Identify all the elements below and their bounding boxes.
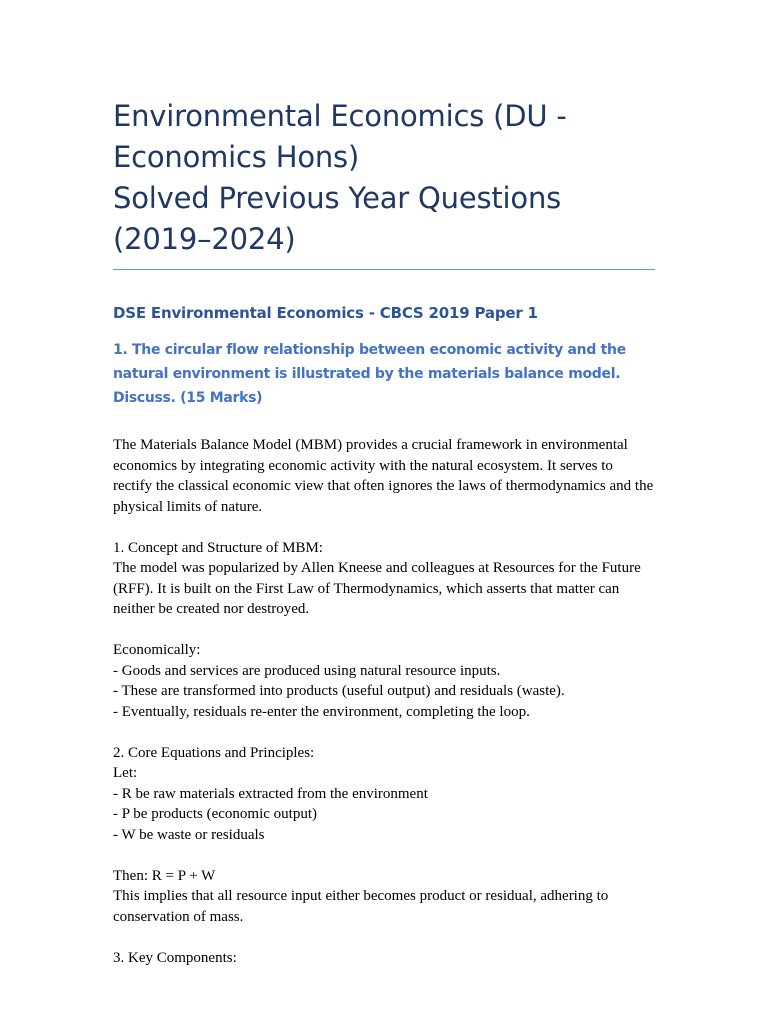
- list-item: - P be products (economic output): [113, 806, 317, 822]
- answer-body: [113, 435, 655, 968]
- list-item: - Eventually, residuals re-enter the environment, completing the loop.: [113, 703, 530, 720]
- list-item: - W be waste or residuals: [113, 826, 265, 843]
- title-line-2: Solved Previous Year Questions (2019–2024): [113, 181, 562, 256]
- section-1-text: The model was popularized by Allen Kneese and colleagues at Resources for the Future (RFF). It is built on the First Law of Thermodynamics, which asserts that matter can neither be created nor destroyed.: [113, 560, 641, 617]
- section-3-heading: 3. Key Components:: [113, 949, 237, 966]
- equation-note: This implies that all resource input either becomes product or residual, adhering to conservation of mass.: [113, 888, 609, 925]
- title-line-1: Environmental Economics (DU - Economics Hons): [113, 99, 567, 174]
- equation: Then: R = P + W: [113, 867, 216, 884]
- list-item: - R be raw materials extracted from the environment: [113, 785, 428, 802]
- section-2-heading: 2. Core Equations and Principles:: [113, 744, 315, 761]
- document-page: [113, 96, 655, 968]
- question-heading: 1. The circular flow relationship between economic activity and the natural environment is illustrated by the materials balance model. Discuss. (15 Marks): [113, 342, 626, 406]
- document-title: [113, 96, 655, 260]
- section-1-heading: 1. Concept and Structure of MBM:: [113, 539, 323, 556]
- list-item: - These are transformed into products (useful output) and residuals (waste).: [113, 683, 565, 699]
- section-heading: DSE Environmental Economics - CBCS 2019 Paper 1: [113, 304, 538, 322]
- title-divider: [113, 269, 655, 270]
- list-item: - Goods and services are produced using natural resource inputs.: [113, 662, 501, 679]
- economically-label: Economically:: [113, 642, 201, 658]
- intro-paragraph: The Materials Balance Model (MBM) provides a crucial framework in environmental economics by integrating economic activity with the natural ecosystem. It serves to rectify the classical economic view that often ignores the laws of thermodynamics and the physical limits of nature.: [113, 437, 654, 515]
- let-label: Let:: [113, 765, 138, 781]
